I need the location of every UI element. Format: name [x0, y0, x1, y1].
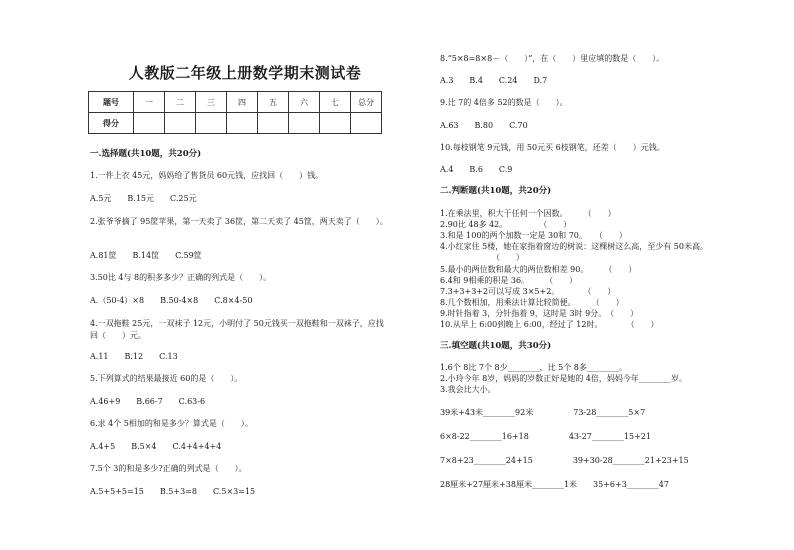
question-3-options: A.（50-4）×8 B.50-4×8 C.8×4-50 — [90, 296, 253, 305]
question-7: 7.5个 3的和是多少?正确的列式是（ ）。 — [90, 464, 247, 473]
question-3: 3.50比 4与 8的积多多少？正确的列式是（ ）。 — [90, 273, 272, 282]
score-cell-empty — [320, 113, 351, 134]
question-6-options: A.4+5 B.5×4 C.4+4+4+4 — [90, 442, 222, 451]
question-10: 10.每枝钢笔 9元钱，用 50元买 6枝钢笔，还差（ ）元钱。 — [440, 143, 665, 152]
judge-3: 3.和是 100的两个加数一定是 30和 70。 （ ） — [440, 231, 627, 240]
judge-2: 2.90比 48多 42。 （ ） — [440, 220, 572, 229]
question-2-options: A.81筐 B.14筐 C.59筐 — [90, 251, 202, 260]
question-8: 8.“5×8=8×8－（ ）”，在（ ）里应填的数是（ ）。 — [440, 54, 665, 63]
score-table — [88, 91, 382, 134]
judge-6: 6.4和 9相乘的积是 36。 （ ） — [440, 276, 578, 285]
exam-title: 人教版二年级上册数学期末测试卷 — [128, 64, 362, 82]
score-cell-header: 二 — [165, 92, 196, 113]
question-4-options: A.11 B.12 C.13 — [90, 352, 178, 361]
section-choice-title: 一.选择题(共10题，共20分) — [90, 149, 202, 159]
judge-4-line-1: 4.小红家住 5楼，她在家指着窗边的树说：这棵树这么高，至少有 50米高。 — [440, 242, 708, 251]
section-fill-title: 三.填空题(共10题，共30分) — [440, 341, 552, 351]
score-cell-header: 一 — [134, 92, 165, 113]
question-9-options: A.63 B.80 C.70 — [440, 121, 528, 130]
fill-3: 3.我会比大小。 — [440, 385, 496, 394]
fill-2: 2.小玲今年 8岁，妈妈的岁数正好是她的 4倍，妈妈今年________岁。 — [440, 374, 687, 383]
question-9: 9.比 7的 4倍多 52的数是（ ）。 — [440, 98, 568, 107]
score-cell-header: 六 — [289, 92, 320, 113]
score-cell-header: 五 — [258, 92, 289, 113]
compare-row-2: 6×8-22________16+18 43-27________15+21 — [440, 432, 651, 441]
judge-7: 7.3+3+3+2可以写成 3×5+2。 （ ） — [440, 287, 616, 296]
fill-1: 1.6个 8比 7个 8少________，比 5个 8多________。 — [440, 363, 627, 372]
score-cell-label: 得分 — [89, 113, 134, 134]
question-4-line-1: 4.一双拖鞋 25元，一双袜子 12元，小明付了 50元钱买一双拖鞋和一双袜子，应找 — [90, 319, 384, 328]
score-cell-empty — [289, 113, 320, 134]
judge-8: 8.几个数相加，用乘法计算比较简便。 （ ） — [440, 298, 624, 307]
question-5: 5.下列算式的结果最接近 60的是（ ）。 — [90, 374, 243, 383]
judge-10: 10.从早上 6:00到晚上 6:00，经过了 12时。 （ ） — [440, 320, 659, 329]
section-judge-title: 二.判断题(共10题，共20分) — [440, 186, 552, 196]
score-cell-empty — [196, 113, 227, 134]
question-8-options: A.3 B.4 C.24 D.7 — [440, 76, 548, 85]
judge-5: 5.最小的两位数和最大的两位数相差 90。 （ ） — [440, 265, 637, 274]
compare-row-4: 28厘米+27厘米+38厘米________1米 35+6+3________47 — [440, 480, 669, 489]
score-cell-label: 题号 — [89, 92, 134, 113]
question-1: 1.一件上衣 45元，妈妈给了售货员 60元钱，应找回（ ）钱。 — [90, 171, 324, 180]
judge-1: 1.在乘法里，积大于任何一个因数。 （ ） — [440, 209, 616, 218]
question-2: 2.张爷爷摘了 95筐苹果，第一天卖了 36筐，第二天卖了 45筐，两天卖了（ ）。 — [90, 217, 388, 226]
score-cell-header: 三 — [196, 92, 227, 113]
score-cell-empty — [165, 113, 196, 134]
score-cell-empty — [134, 113, 165, 134]
score-cell-empty — [258, 113, 289, 134]
score-table-header-row — [89, 92, 382, 113]
question-1-options: A.5元 B.15元 C.25元 — [90, 194, 197, 203]
judge-4-line-2: （ ） — [440, 253, 524, 262]
score-cell-header: 四 — [227, 92, 258, 113]
question-4-line-2: 回（ ）元。 — [90, 331, 146, 340]
judge-9: 9.时针指着 3，分针指着 9，这时是 3时 9分。 （ ） — [440, 309, 639, 318]
question-5-options: A.46+9 B.66-7 C.63-6 — [90, 397, 206, 406]
question-6: 6.求 4个 5相加的和是多少？算式是（ ）。 — [90, 419, 253, 428]
score-cell-empty — [351, 113, 382, 134]
compare-row-1: 39米+43米________92米 73-28________5×7 — [440, 408, 646, 417]
score-table-score-row — [89, 113, 382, 134]
score-cell-header: 七 — [320, 92, 351, 113]
score-cell-header: 总分 — [351, 92, 382, 113]
question-10-options: A.4 B.6 C.9 — [440, 165, 513, 174]
question-7-options: A.5+5+5=15 B.5+3=8 C.5×3=15 — [90, 487, 256, 496]
compare-row-3: 7×8+23________24+15 39+30-28________21+23+15 — [440, 456, 689, 465]
score-cell-empty — [227, 113, 258, 134]
